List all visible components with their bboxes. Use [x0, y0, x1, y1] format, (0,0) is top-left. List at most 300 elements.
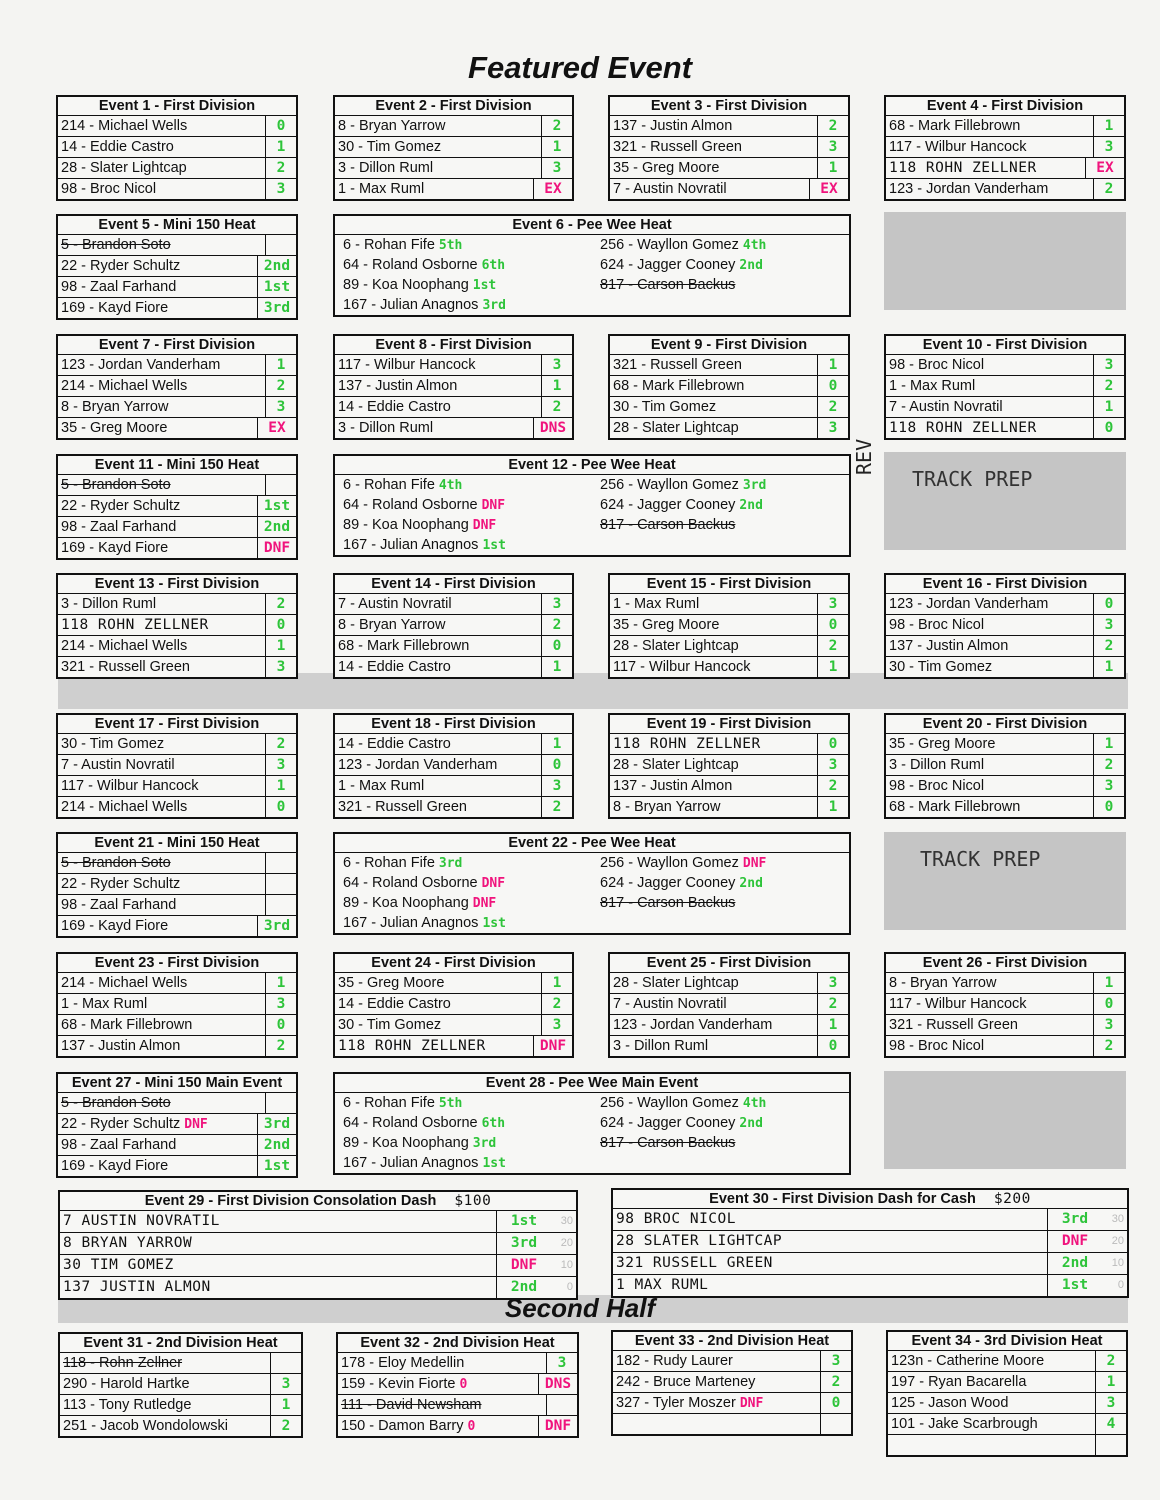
racer-result: 3	[820, 1351, 851, 1371]
track-prep-note: TRACK PREP	[912, 467, 1033, 491]
racer-result: 1st	[496, 1211, 551, 1232]
racer-row	[592, 275, 849, 295]
racer-result: 2	[1093, 1036, 1124, 1056]
event-title	[335, 834, 849, 853]
racer-result: 3	[1093, 1015, 1124, 1035]
racer-row	[610, 355, 848, 376]
pee-wee-body	[335, 1093, 849, 1173]
racer-name: 321 - Russell Green	[889, 1017, 1018, 1033]
racer-result	[820, 1414, 851, 1434]
racer-result: 1st	[1047, 1275, 1102, 1296]
racer-name: 118 ROHN ZELLNER	[338, 1038, 486, 1054]
racer-name: 8 - Bryan Yarrow	[889, 975, 997, 991]
event-title	[338, 1334, 577, 1353]
event-title	[335, 954, 572, 973]
racer-row	[335, 994, 572, 1015]
racer-row	[886, 137, 1124, 158]
racer-name: 68 - Mark Fillebrown	[613, 378, 745, 394]
racer-row	[58, 376, 296, 397]
racer-row	[58, 874, 296, 895]
event-card	[884, 334, 1126, 440]
event-card	[333, 214, 851, 317]
racer-row	[335, 873, 592, 893]
racer-row	[592, 255, 849, 275]
points-value: 20	[560, 1237, 573, 1249]
racer-result: 1	[265, 973, 296, 993]
racer-row	[58, 298, 296, 318]
racer-name: 123 - Jordan Vanderham	[889, 181, 1049, 197]
racer-row	[335, 535, 592, 555]
racer-result	[1095, 1435, 1126, 1455]
event-title	[58, 834, 296, 853]
racer-row	[58, 916, 296, 936]
racer-result: 2	[817, 636, 848, 656]
racer-row	[886, 1036, 1124, 1056]
racer-name: 214 - Michael Wells	[61, 378, 188, 394]
racer-name: 98 - Zaal Farhand	[61, 519, 177, 535]
racer-result: 3rd	[438, 856, 463, 871]
racer-result: 2nd	[257, 256, 296, 276]
racer-result: 3	[817, 137, 848, 157]
racer-name: 35 - Greg Moore	[613, 160, 720, 176]
racer-result: 3	[265, 994, 296, 1014]
racer-row	[58, 636, 296, 657]
racer-name: 8 - Bryan Yarrow	[613, 799, 721, 815]
event-title	[58, 575, 296, 594]
racer-name: 3 - Dillon Ruml	[61, 596, 157, 612]
event-title-text: Event 16 - First Division	[922, 576, 1088, 592]
racer-row	[335, 615, 572, 636]
racer-name: 68 - Mark Fillebrown	[889, 118, 1021, 134]
event-card	[56, 713, 298, 819]
rev-note: REV	[852, 438, 876, 475]
racer-name: 7 - Austin Novratil	[338, 596, 452, 612]
racer-name: 98 - Broc Nicol	[889, 617, 985, 633]
racer-row	[592, 495, 849, 515]
racer-name: 214 - Michael Wells	[61, 975, 188, 991]
racer-row	[886, 636, 1124, 657]
racer-name: 14 - Eddie Castro	[338, 736, 451, 752]
racer-name: 817 - Carson Backus	[600, 1135, 736, 1151]
result-note: DNF	[184, 1117, 208, 1132]
racer-name: 22 - Ryder Schultz DNF	[61, 1116, 208, 1132]
event-card	[333, 713, 574, 819]
racer-name: 14 - Eddie Castro	[338, 659, 451, 675]
racer-result: 2	[541, 994, 572, 1014]
racer-result: 1st	[482, 916, 506, 931]
racer-result: 3	[265, 397, 296, 417]
racer-name: 197 - Ryan Bacarella	[891, 1374, 1027, 1390]
racer-name: 137 JUSTIN ALMON	[63, 1279, 211, 1295]
racer-row	[58, 1114, 296, 1135]
event-title	[335, 715, 572, 734]
racer-row	[338, 1353, 577, 1374]
racer-result: 1	[541, 657, 572, 677]
event-title-text: Event 13 - First Division	[94, 576, 260, 592]
racer-row	[335, 776, 572, 797]
racer-result: 3	[1093, 776, 1124, 796]
racer-result	[265, 874, 296, 894]
racer-result: 2	[270, 1416, 301, 1436]
event-title-text: Event 29 - First Division Consolation Dash	[144, 1193, 437, 1209]
racer-row	[592, 1113, 849, 1133]
racer-name: 28 - Slater Lightcap	[613, 420, 739, 436]
racer-row	[610, 116, 848, 137]
racer-row	[335, 1113, 592, 1133]
racer-name: 123 - Jordan Vanderham	[338, 757, 498, 773]
racer-row	[592, 1093, 849, 1113]
racer-result: 2	[541, 397, 572, 417]
racer-result: 2	[265, 594, 296, 614]
event-title	[335, 336, 572, 355]
racer-row	[610, 137, 848, 158]
racer-row	[335, 853, 592, 873]
event-title	[610, 715, 848, 734]
racer-result: EX	[533, 179, 572, 199]
racer-row	[335, 275, 592, 295]
event-title	[888, 1332, 1126, 1351]
racer-row	[610, 418, 848, 438]
racer-name: 256 - Wayllon Gomez	[600, 855, 739, 871]
racer-result: 1st	[257, 1156, 296, 1176]
event-card	[884, 95, 1126, 201]
racer-row	[335, 235, 592, 255]
racer-result: 3	[541, 1015, 572, 1035]
racer-row	[335, 376, 572, 397]
racer-name: 817 - Carson Backus	[600, 277, 736, 293]
racer-result: 2nd	[739, 876, 763, 891]
racer-row	[610, 158, 848, 179]
racer-name: 98 - Zaal Farhand	[61, 1137, 177, 1153]
grey-block	[884, 1071, 1126, 1169]
event-title	[58, 456, 296, 475]
purse-amount: $200	[993, 1191, 1031, 1207]
racer-name: 35 - Greg Moore	[338, 975, 445, 991]
pee-wee-column	[335, 475, 592, 555]
racer-name: 256 - Wayllon Gomez	[600, 477, 739, 493]
racer-row	[610, 615, 848, 636]
racer-row	[886, 973, 1124, 994]
racer-result: 2	[541, 615, 572, 635]
event-title-text: Event 21 - Mini 150 Heat	[94, 835, 260, 851]
racer-row	[592, 873, 849, 893]
racer-row	[58, 895, 296, 916]
racer-name: 182 - Rudy Laurer	[616, 1353, 733, 1369]
racer-name: 117 - Wilbur Hancock	[613, 659, 751, 675]
racer-name: 624 - Jagger Cooney	[600, 1115, 736, 1131]
racer-result: DNF	[472, 896, 497, 911]
racer-name: 137 - Justin Almon	[338, 378, 458, 394]
event-title-text: Event 28 - Pee Wee Main Event	[485, 1075, 699, 1091]
racer-result: 1	[1093, 734, 1124, 754]
event-title-text: Event 22 - Pee Wee Heat	[508, 835, 676, 851]
racer-row	[58, 256, 296, 277]
racer-result: 3	[1093, 355, 1124, 375]
racer-name: 30 TIM GOMEZ	[63, 1257, 174, 1273]
racer-row	[58, 994, 296, 1015]
racer-row	[58, 797, 296, 817]
racer-row	[592, 893, 849, 913]
racer-name: 35 - Greg Moore	[889, 736, 996, 752]
racer-result: DNF	[533, 1036, 572, 1056]
racer-name: 28 - Slater Lightcap	[61, 160, 187, 176]
racer-row	[335, 179, 572, 199]
racer-result: 1	[541, 137, 572, 157]
event-title	[886, 336, 1124, 355]
racer-result: 1	[541, 973, 572, 993]
racer-name: 123 - Jordan Vanderham	[613, 1017, 773, 1033]
racer-name: 89 - Koa Noophang	[343, 277, 469, 293]
racer-name: 22 - Ryder Schultz	[61, 258, 181, 274]
racer-name: 28 - Slater Lightcap	[613, 638, 739, 654]
racer-name: 321 - Russell Green	[613, 139, 742, 155]
event-card	[333, 334, 574, 440]
racer-row	[610, 994, 848, 1015]
racer-row	[58, 657, 296, 677]
racer-row	[886, 734, 1124, 755]
racer-row	[888, 1351, 1126, 1372]
racer-result: 3	[541, 355, 572, 375]
racer-name: 98 BROC NICOL	[616, 1211, 736, 1227]
racer-result: 2	[265, 376, 296, 396]
racer-row	[58, 475, 296, 496]
event-card	[56, 952, 298, 1058]
racer-result: 1	[817, 158, 848, 178]
racer-row	[610, 734, 848, 755]
racer-name: 251 - Jacob Wondolowski	[63, 1418, 228, 1434]
racer-result: 3	[265, 755, 296, 775]
racer-name: 7 AUSTIN NOVRATIL	[63, 1213, 220, 1229]
event-card	[886, 1330, 1128, 1457]
racer-name: 22 - Ryder Schultz	[61, 498, 181, 514]
racer-row	[886, 797, 1124, 817]
event-card	[608, 334, 850, 440]
racer-result	[265, 895, 296, 915]
event-card	[608, 952, 850, 1058]
event-card	[56, 832, 298, 938]
racer-result: 2nd	[739, 1116, 763, 1131]
racer-name: 89 - Koa Noophang	[343, 895, 469, 911]
racer-name: 214 - Michael Wells	[61, 799, 188, 815]
racer-name: 35 - Greg Moore	[613, 617, 720, 633]
racer-result: 1	[1093, 397, 1124, 417]
racer-name: 111 - David Newsham	[341, 1397, 482, 1413]
racer-row	[335, 1093, 592, 1113]
page-title: Featured Event	[468, 50, 692, 85]
pee-wee-column	[592, 475, 849, 555]
racer-result: 2	[1093, 179, 1124, 199]
event-card	[56, 1072, 298, 1178]
event-title-text: Event 3 - First Division	[650, 98, 808, 114]
result-note: 0	[467, 1419, 476, 1434]
racer-name: 14 - Eddie Castro	[61, 139, 174, 155]
event-card	[333, 454, 851, 557]
racer-name: 5 - Brandon Soto	[61, 237, 171, 253]
event-title-text: Event 8 - First Division	[375, 337, 532, 353]
racer-result: 0	[265, 797, 296, 817]
racer-name: 3 - Dillon Ruml	[338, 420, 434, 436]
event-title-text: Event 15 - First Division	[646, 576, 812, 592]
points-value: 10	[1111, 1257, 1124, 1269]
racer-result: 3	[541, 776, 572, 796]
racer-name: 98 - Broc Nicol	[889, 778, 985, 794]
racer-result: 2	[817, 776, 848, 796]
racer-result: 1	[265, 137, 296, 157]
racer-name: 64 - Roland Osborne	[343, 1115, 478, 1131]
racer-row	[335, 158, 572, 179]
racer-result: 3	[817, 594, 848, 614]
pee-wee-body	[335, 475, 849, 555]
racer-name: 169 - Kayd Fiore	[61, 1158, 169, 1174]
racer-name: 214 - Michael Wells	[61, 638, 188, 654]
racer-name: 150 - Damon Barry 0	[341, 1418, 476, 1434]
racer-result: 5th	[438, 1096, 463, 1111]
racer-result: 2	[817, 994, 848, 1014]
event-title-text: Event 25 - First Division	[646, 955, 812, 971]
event-title	[610, 575, 848, 594]
racer-result: 0	[817, 1036, 848, 1056]
racer-result: 3rd	[482, 298, 506, 313]
event-title	[58, 97, 296, 116]
racer-name: 159 - Kevin Fiorte 0	[341, 1376, 468, 1392]
racer-result: DNF	[481, 876, 506, 891]
event-title-text: Event 12 - Pee Wee Heat	[508, 457, 676, 473]
purse-amount: $100	[454, 1193, 492, 1209]
racer-name: 1 - Max Ruml	[338, 181, 425, 197]
event-card	[608, 573, 850, 679]
event-title-text: Event 27 - Mini 150 Main Event	[71, 1075, 283, 1091]
racer-row	[335, 755, 572, 776]
racer-row	[335, 116, 572, 137]
event-title-text: Event 18 - First Division	[371, 716, 536, 732]
racer-name: 624 - Jagger Cooney	[600, 257, 736, 273]
racer-row	[886, 116, 1124, 137]
racer-row	[58, 755, 296, 776]
racer-row	[335, 913, 592, 933]
racer-row	[58, 594, 296, 615]
racer-row	[610, 657, 848, 677]
racer-result: 4th	[438, 478, 463, 493]
racer-name: 137 - Justin Almon	[613, 118, 733, 134]
racer-row	[888, 1393, 1126, 1414]
racer-result: 1	[1093, 116, 1124, 136]
racer-result: 2nd	[257, 1135, 296, 1155]
racer-result: 2nd	[1047, 1253, 1102, 1274]
racer-row	[60, 1395, 301, 1416]
racer-result: 1st	[482, 538, 506, 553]
racer-name: 214 - Michael Wells	[61, 118, 188, 134]
racer-row	[335, 1133, 592, 1153]
racer-result: 1	[265, 636, 296, 656]
event-card	[611, 1330, 853, 1436]
racer-result: 2	[1093, 636, 1124, 656]
racer-row	[886, 1015, 1124, 1036]
event-title	[335, 97, 572, 116]
event-card	[56, 454, 298, 560]
event-title-text: Event 14 - First Division	[371, 576, 536, 592]
racer-result: DNS	[538, 1374, 577, 1394]
event-title	[610, 97, 848, 116]
racer-name: 137 - Justin Almon	[61, 1038, 181, 1054]
racer-row	[613, 1351, 851, 1372]
racer-name: 30 - Tim Gomez	[61, 736, 165, 752]
racer-result: 3	[817, 973, 848, 993]
racer-name: 30 - Tim Gomez	[613, 399, 717, 415]
racer-name: 14 - Eddie Castro	[338, 996, 451, 1012]
racer-result	[270, 1353, 301, 1373]
result-note: 0	[459, 1377, 468, 1392]
event-title	[610, 336, 848, 355]
racer-name: 117 - Wilbur Hancock	[61, 778, 199, 794]
event-title	[886, 575, 1124, 594]
racer-row	[338, 1395, 577, 1416]
event-title-text: Event 1 - First Division	[98, 98, 256, 114]
racer-result: 3	[270, 1374, 301, 1394]
racer-result: 2nd	[739, 258, 763, 273]
racer-row	[335, 1015, 572, 1036]
event-title	[60, 1334, 301, 1353]
racer-result: 2	[1093, 376, 1124, 396]
event-title-text: Event 6 - Pee Wee Heat	[512, 217, 672, 233]
racer-row	[335, 255, 592, 275]
racer-result: 0	[817, 734, 848, 754]
racer-name: 169 - Kayd Fiore	[61, 918, 169, 934]
racer-name: 28 - Slater Lightcap	[613, 757, 739, 773]
racer-name: 321 - Russell Green	[61, 659, 190, 675]
racer-result: 2	[1095, 1351, 1126, 1371]
pee-wee-column	[335, 235, 592, 315]
racer-name: 30 - Tim Gomez	[338, 1017, 442, 1033]
racer-result: 1	[541, 376, 572, 396]
racer-name: 137 - Justin Almon	[613, 778, 733, 794]
racer-row	[335, 657, 572, 677]
racer-row	[58, 116, 296, 137]
racer-name: 64 - Roland Osborne	[343, 497, 478, 513]
racer-name: 68 - Mark Fillebrown	[889, 799, 1021, 815]
event-title	[886, 97, 1124, 116]
racer-row	[592, 853, 849, 873]
racer-name: 118 ROHN ZELLNER	[613, 736, 761, 752]
racer-name: 64 - Roland Osborne	[343, 875, 478, 891]
racer-row	[335, 355, 572, 376]
racer-row	[335, 734, 572, 755]
pee-wee-column	[592, 1093, 849, 1173]
pee-wee-column	[335, 853, 592, 933]
racer-name: 327 - Tyler Moszer DNF	[616, 1395, 764, 1411]
racer-row	[58, 538, 296, 558]
racer-name: 817 - Carson Backus	[600, 517, 736, 533]
racer-name: 178 - Eloy Medellin	[341, 1355, 465, 1371]
grey-block	[884, 212, 1126, 310]
racer-result: 1st	[472, 278, 497, 293]
racer-result	[546, 1395, 577, 1415]
racer-name	[613, 1414, 820, 1434]
racer-name: 167 - Julian Anagnos	[343, 1155, 479, 1171]
racer-result: 0	[541, 636, 572, 656]
racer-result: 0	[1093, 797, 1124, 817]
racer-result: DNF	[538, 1416, 577, 1436]
racer-name: 64 - Roland Osborne	[343, 257, 478, 273]
racer-row	[886, 776, 1124, 797]
racer-row	[610, 397, 848, 418]
racer-row	[60, 1255, 576, 1277]
racer-row	[58, 517, 296, 538]
racer-name: 167 - Julian Anagnos	[343, 915, 479, 931]
racer-row	[58, 1015, 296, 1036]
event-title	[58, 216, 296, 235]
racer-name: 3 - Dillon Ruml	[338, 160, 434, 176]
racer-result: 3rd	[1047, 1209, 1102, 1230]
